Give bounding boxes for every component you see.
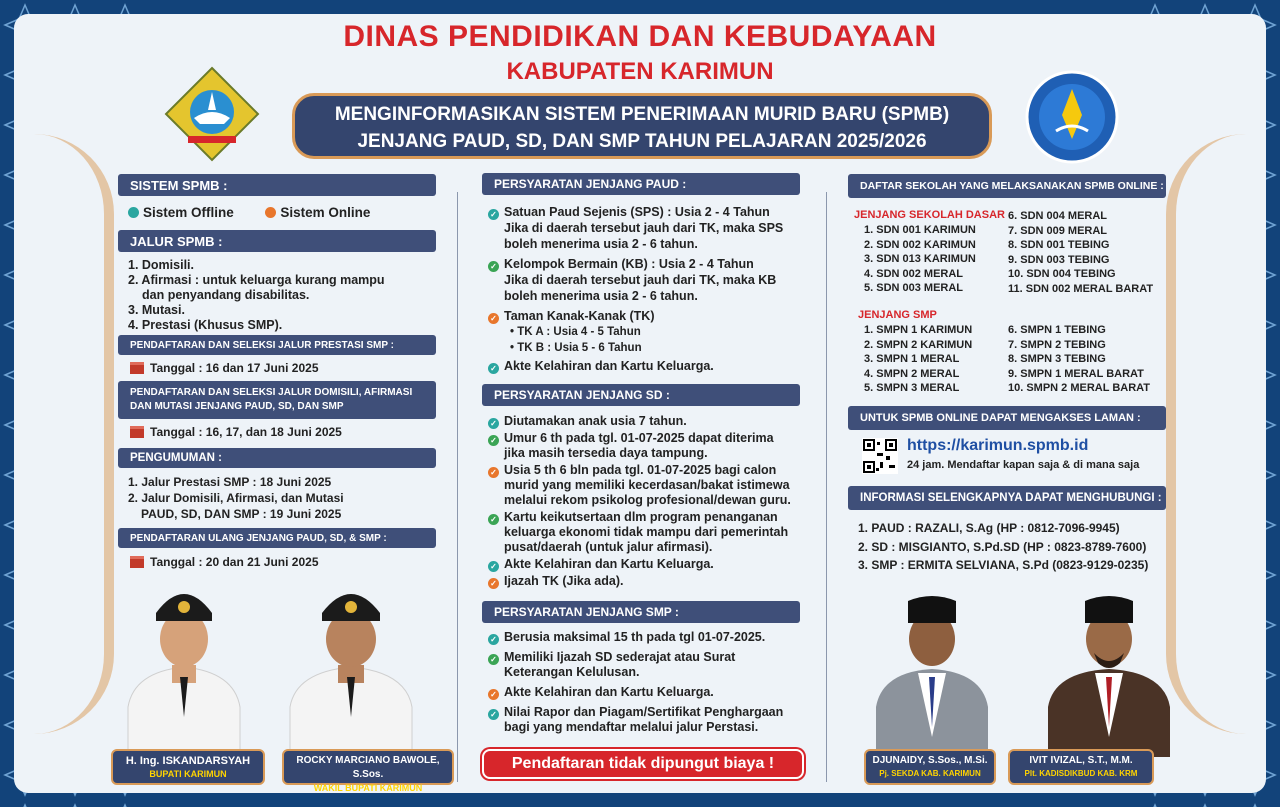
paud-item: Kelompok Bermain (KB) : Usia 2 - 4 Tahun bbox=[504, 257, 754, 271]
nametag-wakil-bupati bbox=[282, 749, 454, 793]
pengumuman-item: PAUD, SD, DAN SMP : 19 Juni 2025 bbox=[141, 507, 342, 521]
check-icon: ✓ bbox=[488, 654, 499, 665]
qr-code-icon bbox=[862, 438, 898, 474]
sd-item: murid yang memiliki kecerdasan/bakat istimewa bbox=[504, 478, 790, 492]
offline-dot-icon bbox=[128, 207, 139, 218]
check-icon: ✓ bbox=[488, 689, 499, 700]
offline-label: Sistem Offline bbox=[143, 205, 234, 220]
check-icon: ✓ bbox=[488, 709, 499, 720]
paud-list bbox=[488, 204, 783, 374]
paud-item: • TK B : Usia 5 - 6 Tahun bbox=[510, 342, 642, 354]
smp-list bbox=[488, 630, 783, 735]
jalur-item: 1. Domisili. bbox=[128, 258, 194, 272]
laman-heading: UNTUK SPMB ONLINE DAPAT MENGAKSES LAMAN : bbox=[848, 406, 1166, 430]
paud-item: boleh menerima usia 2 - 6 tahun. bbox=[504, 289, 698, 303]
bupati-photo bbox=[124, 577, 244, 762]
kontak-item: 1. PAUD : RAZALI, S.Ag (HP : 0812-7096-9945) bbox=[858, 521, 1120, 535]
school-item: 2. SDN 002 KARIMUN bbox=[864, 238, 976, 251]
school-item: 8. SMPN 3 TEBING bbox=[1008, 353, 1106, 365]
person-name: IVIT IVIZAL, S.T., M.M. bbox=[1029, 755, 1133, 766]
daftar-ulang-date bbox=[130, 555, 319, 570]
url-note: 24 jam. Mendaftar kapan saja & di mana saja bbox=[907, 459, 1140, 471]
check-icon: ✓ bbox=[488, 209, 499, 220]
pengumuman-item: 1. Jalur Prestasi SMP : 18 Juni 2025 bbox=[128, 475, 332, 489]
calendar-icon bbox=[130, 556, 144, 568]
smp-schools-heading: JENJANG SMP bbox=[858, 309, 937, 321]
domisili-heading-line: DAN MUTASI JENJANG PAUD, SD, DAN SMP bbox=[130, 401, 344, 412]
sd-item: pusat/daerah (untuk jalur afirmasi). bbox=[504, 540, 713, 554]
check-icon: ✓ bbox=[488, 313, 499, 324]
paud-item: Akte Kelahiran dan Kartu Keluarga. bbox=[504, 359, 714, 373]
sd-item: Diutamakan anak usia 7 tahun. bbox=[504, 414, 687, 428]
sd-item: Ijazah TK (Jika ada). bbox=[504, 574, 624, 588]
sd-schools-heading: JENJANG SEKOLAH DASAR bbox=[854, 209, 1005, 221]
karimun-logo bbox=[164, 66, 260, 167]
school-item: 4. SMPN 2 MERAL bbox=[864, 367, 960, 380]
smp-item: Memiliki Ijazah SD sederajat atau Surat bbox=[504, 650, 736, 664]
domisili-heading bbox=[118, 381, 436, 419]
check-icon: ✓ bbox=[488, 634, 499, 645]
kontak-item: 2. SD : MISGIANTO, S.Pd.SD (HP : 0823-8789-7600) bbox=[858, 539, 1147, 554]
school-item: 6. SDN 004 MERAL bbox=[1008, 210, 1108, 222]
person-name: ROCKY MARCIANO BAWOLE, S.Sos. bbox=[296, 755, 440, 780]
school-item: 1. SMPN 1 KARIMUN bbox=[864, 324, 973, 336]
prestasi-date-text: Tanggal : 16 dan 17 Juni 2025 bbox=[150, 361, 319, 375]
banner-line-2: JENJANG PAUD, SD, DAN SMP TAHUN PELAJARAN 2025/2026 bbox=[357, 131, 927, 152]
sd-item: jika masih tersedia daya tampung. bbox=[504, 446, 708, 460]
spmb-url-link[interactable]: https://karimun.spmb.id bbox=[907, 437, 1089, 454]
jalur-list bbox=[128, 258, 385, 333]
person-role: Pj. SEKDA KAB. KARIMUN bbox=[879, 769, 981, 778]
smp-item: Akte Kelahiran dan Kartu Keluarga. bbox=[504, 685, 714, 699]
person-name: H. Ing. ISKANDARSYAH bbox=[125, 755, 251, 767]
school-item: 7. SDN 009 MERAL bbox=[1008, 224, 1108, 237]
check-icon: ✓ bbox=[488, 363, 499, 374]
kontak-heading: INFORMASI SELENGKAPNYA DAPAT MENGHUBUNGI : bbox=[848, 486, 1166, 510]
prestasi-heading: PENDAFTARAN DAN SELEKSI JALUR PRESTASI SMP : bbox=[118, 335, 436, 355]
school-item: 3. SMPN 1 MERAL bbox=[864, 353, 960, 365]
jalur-item: 2. Afirmasi : untuk keluarga kurang mampu bbox=[128, 273, 385, 287]
kontak-item: 3. SMP : ERMITA SELVIANA, S.Pd (0823-9129-0235) bbox=[858, 558, 1149, 572]
nametag-kadisdikbud bbox=[1008, 749, 1154, 785]
kontak-list bbox=[858, 519, 1148, 575]
free-registration-banner: Pendaftaran tidak dipungut biaya ! bbox=[482, 749, 804, 779]
jalur-item: 4. Prestasi (Khusus SMP). bbox=[128, 318, 283, 332]
daftar-ulang-date-text: Tanggal : 20 dan 21 Juni 2025 bbox=[150, 555, 319, 569]
calendar-icon bbox=[130, 362, 144, 374]
pengumuman-list bbox=[128, 474, 344, 522]
main-title: DINAS PENDIDIKAN DAN KEBUDAYAAN bbox=[343, 20, 937, 53]
sd-item: Kartu keikutsertaan dlm program penanganan bbox=[504, 510, 778, 524]
school-item: 7. SMPN 2 TEBING bbox=[1008, 338, 1106, 351]
poster bbox=[14, 14, 1266, 793]
main-subtitle: KABUPATEN KARIMUN bbox=[506, 58, 774, 85]
school-item: 1. SDN 001 KARIMUN bbox=[864, 224, 976, 236]
sd-item: keluarga ekonomi tidak mampu dari pemerintah bbox=[504, 525, 789, 539]
wakil-bupati-photo bbox=[286, 577, 416, 762]
person-role: BUPATI KARIMUN bbox=[149, 769, 227, 779]
school-item: 10. SMPN 2 MERAL BARAT bbox=[1008, 382, 1151, 394]
jalur-item: 3. Mutasi. bbox=[128, 303, 185, 317]
person-role: WAKIL BUPATI KARIMUN bbox=[313, 783, 423, 793]
person-role: Plt. KADISDIKBUD KAB. KRM bbox=[1024, 769, 1138, 778]
school-item: 9. SMPN 1 MERAL BARAT bbox=[1008, 367, 1144, 380]
calendar-icon bbox=[130, 426, 144, 438]
check-icon: ✓ bbox=[488, 561, 499, 572]
prestasi-date bbox=[130, 361, 319, 376]
school-item: 2. SMPN 2 KARIMUN bbox=[864, 338, 973, 351]
online-dot-icon bbox=[265, 207, 276, 218]
check-icon: ✓ bbox=[488, 514, 499, 525]
school-item: 5. SMPN 3 MERAL bbox=[864, 382, 960, 394]
smp-item: Keterangan Kelulusan. bbox=[504, 665, 640, 679]
pengumuman-item: 2. Jalur Domisili, Afirmasi, dan Mutasi bbox=[128, 491, 344, 505]
tut-wuri-handayani-logo bbox=[1024, 69, 1120, 170]
sd-schools-right bbox=[1008, 209, 1153, 296]
sd-heading: PERSYARATAN JENJANG SD : bbox=[482, 384, 800, 406]
smp-item: bagi yang mendaftar melalui jalur Perstasi. bbox=[504, 720, 759, 734]
sekda-photo bbox=[872, 577, 992, 762]
school-item: 6. SMPN 1 TEBING bbox=[1008, 324, 1106, 336]
domisili-date-text: Tanggal : 16, 17, dan 18 Juni 2025 bbox=[150, 425, 342, 439]
school-item: 10. SDN 004 TEBING bbox=[1008, 268, 1116, 280]
smp-item: Berusia maksimal 15 th pada tgl 01-07-2025. bbox=[504, 630, 766, 644]
jalur-spmb-heading: JALUR SPMB : bbox=[118, 230, 436, 252]
domisili-date bbox=[130, 425, 342, 440]
sd-item: Akte Kelahiran dan Kartu Keluarga. bbox=[504, 557, 714, 571]
school-item: 9. SDN 003 TEBING bbox=[1008, 253, 1110, 266]
smp-schools-left bbox=[864, 323, 972, 396]
school-item: 4. SDN 002 MERAL bbox=[864, 267, 964, 280]
daftar-sekolah-heading: DAFTAR SEKOLAH YANG MELAKSANAKAN SPMB ONLINE : bbox=[848, 174, 1166, 198]
person-name: DJUNAIDY, S.Sos., M.Si. bbox=[872, 755, 988, 766]
paud-item: • TK A : Usia 4 - 5 Tahun bbox=[510, 326, 641, 338]
check-icon: ✓ bbox=[488, 261, 499, 272]
banner-line-1: MENGINFORMASIKAN SISTEM PENERIMAAN MURID BARU (SPMB) bbox=[334, 104, 950, 125]
school-item: 11. SDN 002 MERAL BARAT bbox=[1008, 282, 1154, 295]
sistem-spmb-heading: SISTEM SPMB : bbox=[118, 174, 436, 196]
column-divider bbox=[457, 192, 458, 782]
paud-item: Satuan Paud Sejenis (SPS) : Usia 2 - 4 Tahun bbox=[504, 205, 770, 219]
sd-item: Umur 6 th pada tgl. 01-07-2025 dapat diterima bbox=[504, 431, 774, 445]
smp-schools-right bbox=[1008, 323, 1150, 396]
smp-heading: PERSYARATAN JENJANG SMP : bbox=[482, 601, 800, 623]
domisili-heading-line: PENDAFTARAN DAN SELEKSI JALUR DOMISILI, AFIRMASI bbox=[130, 387, 413, 398]
sd-item: melalui rekom psikolog profesional/dewan guru. bbox=[504, 493, 791, 507]
pengumuman-heading: PENGUMUMAN : bbox=[118, 448, 436, 468]
check-icon: ✓ bbox=[488, 418, 499, 429]
check-icon: ✓ bbox=[488, 467, 499, 478]
paud-heading: PERSYARATAN JENJANG PAUD : bbox=[482, 173, 800, 195]
school-item: 3. SDN 013 KARIMUN bbox=[864, 253, 976, 265]
check-icon: ✓ bbox=[488, 578, 499, 589]
paud-item: boleh menerima usia 2 - 6 tahun. bbox=[504, 237, 698, 251]
sd-list bbox=[488, 414, 791, 589]
kadisdikbud-photo bbox=[1044, 577, 1174, 762]
jalur-item: dan penyandang disabilitas. bbox=[142, 288, 310, 302]
school-item: 8. SDN 001 TEBING bbox=[1008, 239, 1110, 251]
paud-item: Jika di daerah tersebut jauh dari TK, maka SPS bbox=[504, 221, 784, 235]
sistem-options bbox=[128, 205, 370, 220]
headline-banner bbox=[292, 93, 992, 159]
smp-item: Nilai Rapor dan Piagam/Sertifikat Penghargaan bbox=[504, 705, 784, 719]
online-label: Sistem Online bbox=[280, 205, 371, 220]
nametag-sekda bbox=[864, 749, 996, 785]
sd-schools-left bbox=[864, 223, 976, 296]
daftar-ulang-heading: PENDAFTARAN ULANG JENJANG PAUD, SD, & SMP : bbox=[118, 528, 436, 548]
column-divider bbox=[826, 192, 827, 782]
paud-item: Taman Kanak-Kanak (TK) bbox=[504, 309, 655, 323]
paud-item: Jika di daerah tersebut jauh dari TK, maka KB bbox=[504, 273, 777, 287]
check-icon: ✓ bbox=[488, 435, 499, 446]
nametag-bupati bbox=[111, 749, 265, 785]
school-item: 5. SDN 003 MERAL bbox=[864, 282, 964, 294]
sd-item: Usia 5 th 6 bln pada tgl. 01-07-2025 bagi calon bbox=[504, 463, 777, 477]
